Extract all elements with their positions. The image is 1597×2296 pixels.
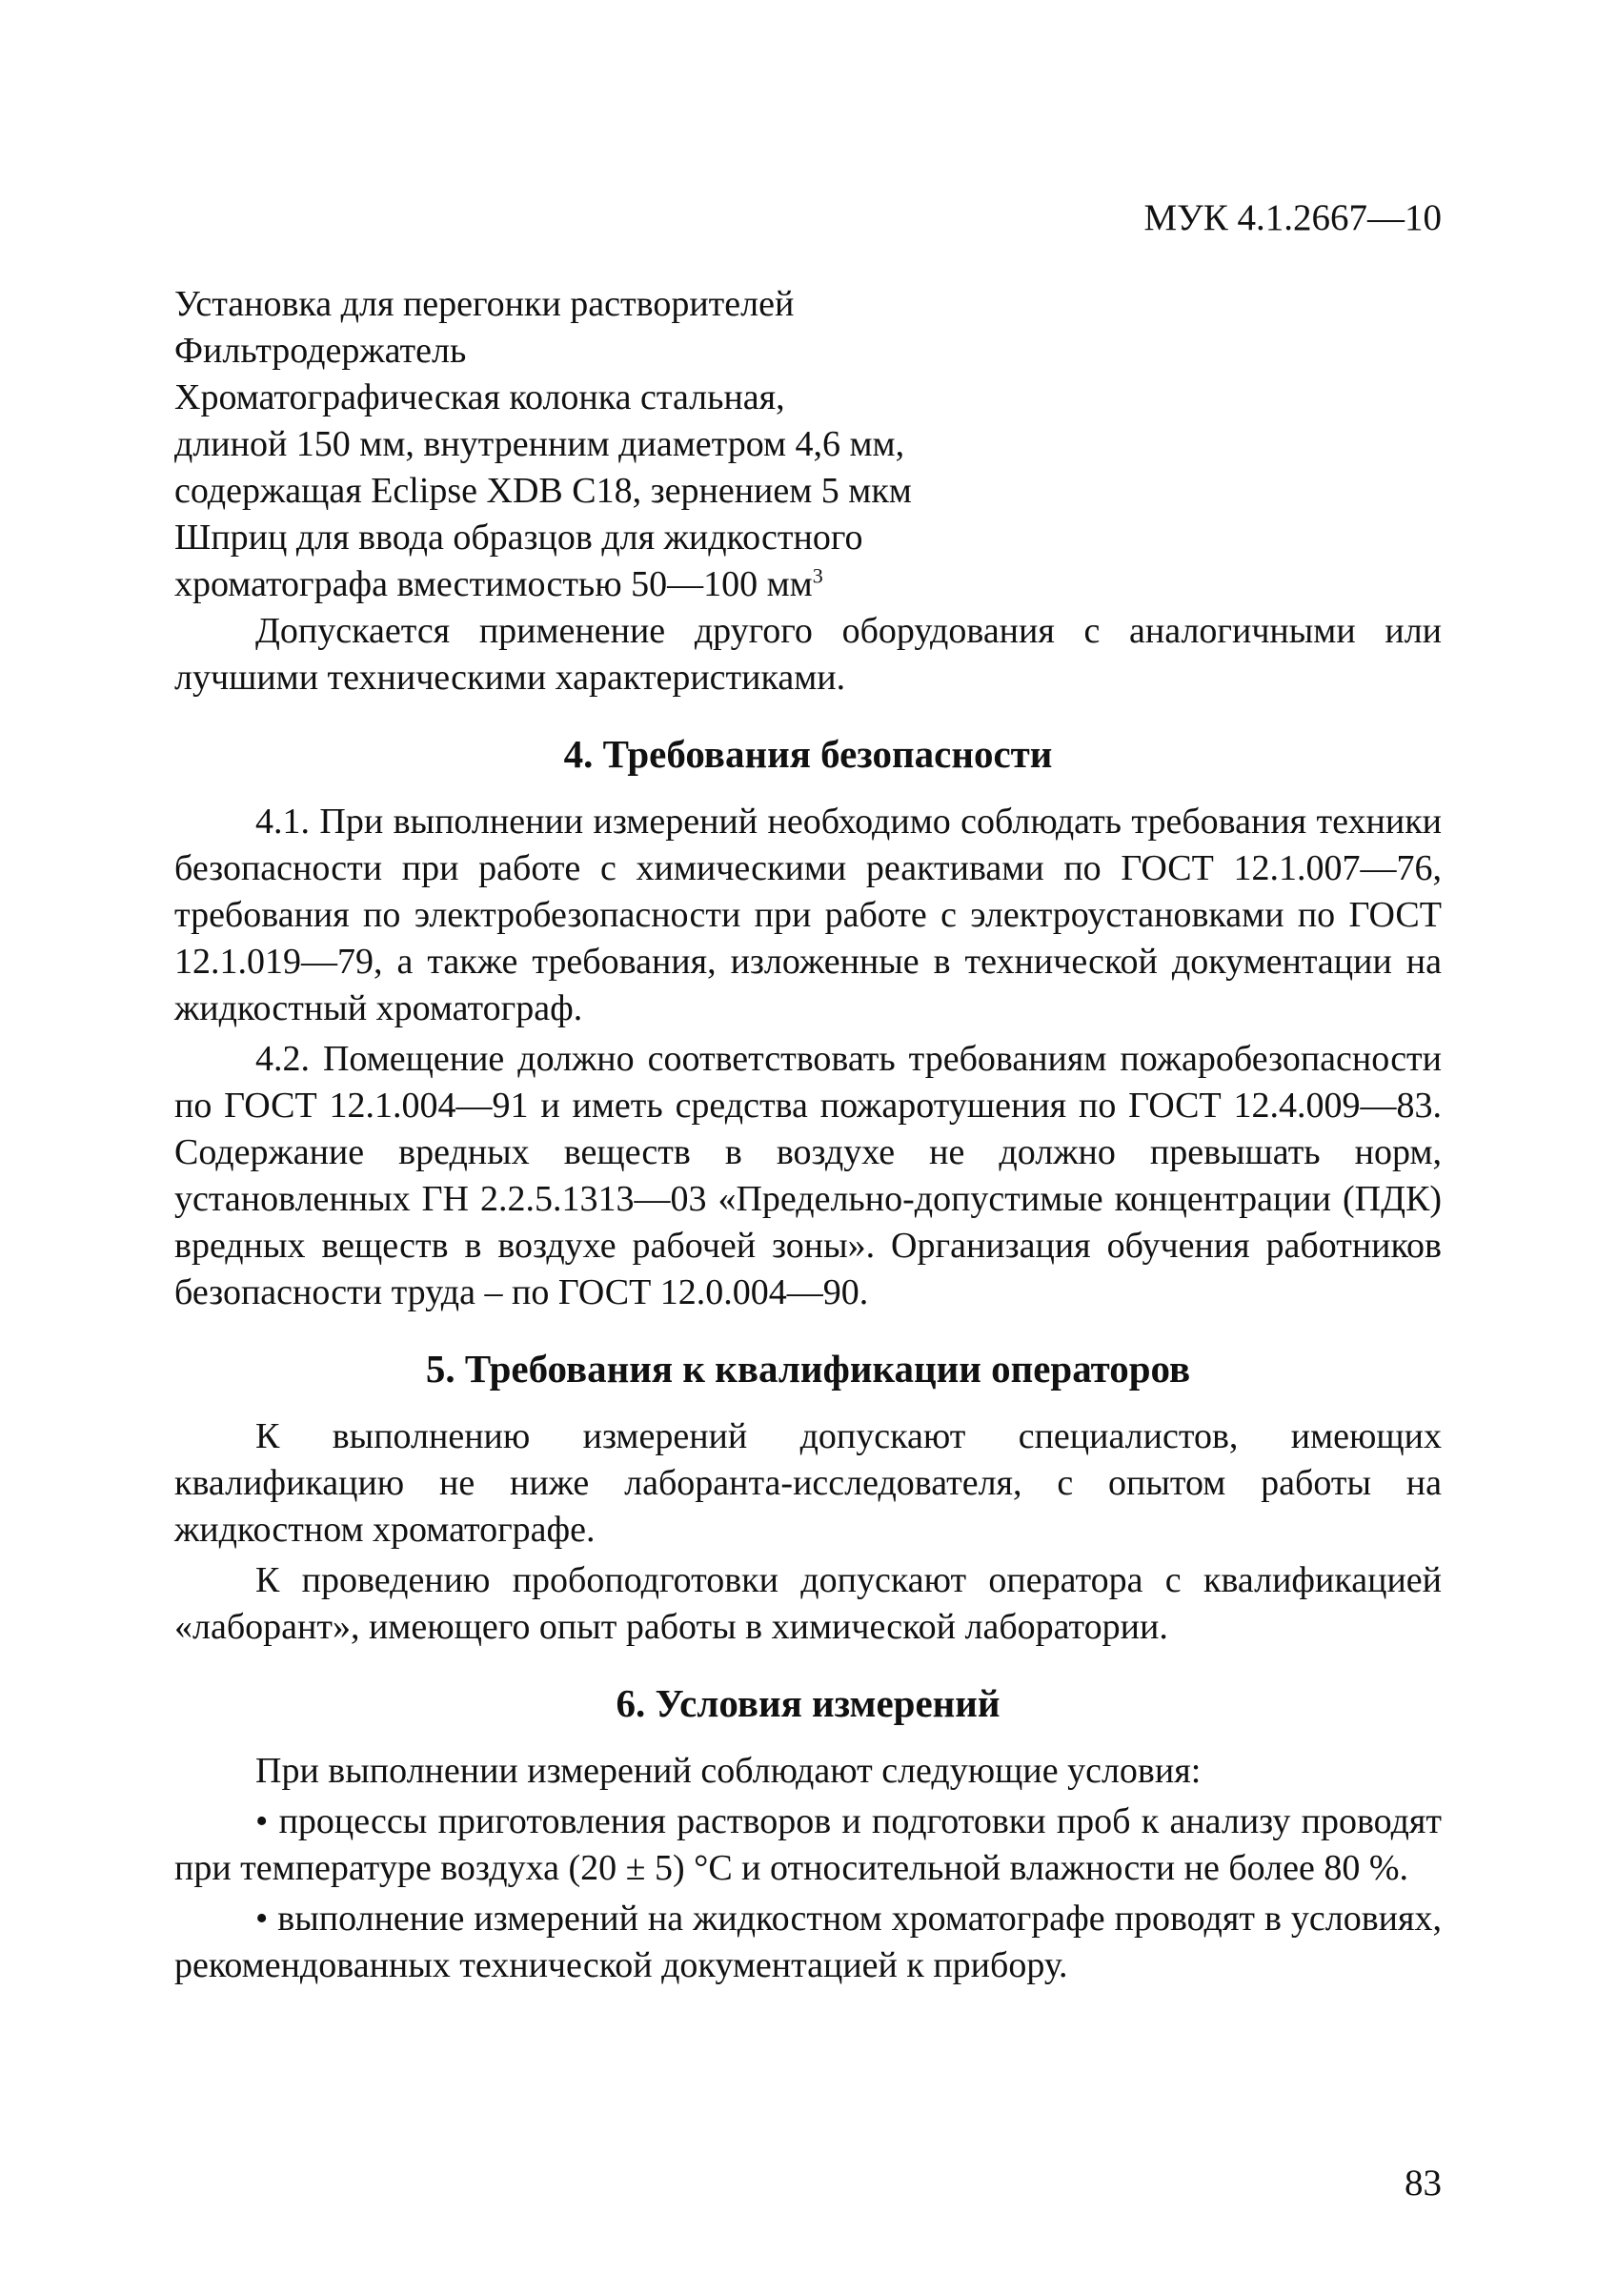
equipment-line: длиной 150 мм, внутренним диаметром 4,6 мм, xyxy=(174,424,905,464)
superscript: 3 xyxy=(812,563,823,588)
equipment-line: содержащая Eclipse XDB C18, зернением 5 мкм xyxy=(174,471,912,511)
section-6-intro: При выполнении измерений соблюдают следующие условия: xyxy=(255,1751,1202,1791)
section-5-paragraph-1: К выполнению измерений допускают специалистов, имеющих квалификацию не ниже лаборанта-исследователя, с опытом работы на жидкостном хроматографе. xyxy=(174,1416,1442,1550)
section-4-paragraph-1: 4.1. При выполнении измерений необходимо соблюдать требования техники безопасности при работе с химическими реактивами по ГОСТ 12.1.007—76, требования по электробезопасности при работе с электроустановками по ГОСТ 12.1.019—79, а также требования, изложенные в технической документации на жидкостный хроматограф. xyxy=(174,802,1442,1028)
document-code: МУК 4.1.2667—10 xyxy=(1143,197,1442,238)
document-page xyxy=(174,186,1442,2216)
equipment-note: Допускается применение другого оборудования с аналогичными или лучшими техническими характеристиками. xyxy=(174,611,1442,698)
equipment-line-last xyxy=(174,561,1442,608)
equipment-line: Фильтродержатель xyxy=(174,331,467,371)
section-6-bullet-2: • выполнение измерений на жидкостном хроматографе проводят в условиях, рекомендованных технической документацией к прибору. xyxy=(174,1899,1442,1985)
equipment-line: Установка для перегонки растворителей xyxy=(174,284,795,324)
section-6-title: 6. Условия измерений xyxy=(616,1681,1001,1725)
page-content xyxy=(174,281,1442,1989)
equipment-line-text: хроматографа вместимостью 50—100 мм xyxy=(174,564,813,604)
equipment-line: Хроматографическая колонка стальная, xyxy=(174,377,785,417)
page-number: 83 xyxy=(1405,2163,1442,2204)
equipment-line: Шприц для ввода образцов для жидкостного xyxy=(174,518,863,558)
section-5-title: 5. Требования к квалификации операторов xyxy=(425,1347,1191,1391)
section-5-paragraph-2: К проведению пробоподготовки допускают оператора с квалификацией «лаборант», имеющего опыт работы в химической лаборатории. xyxy=(174,1560,1442,1647)
section-4-title: 4. Требования безопасности xyxy=(563,732,1053,776)
section-6-bullet-1: • процессы приготовления растворов и подготовки проб к анализу проводят при температуре воздуха (20 ± 5) °С и относительной влажности не более 80 %. xyxy=(174,1801,1442,1888)
equipment-list xyxy=(174,281,1442,608)
section-4-paragraph-2: 4.2. Помещение должно соответствовать требованиям пожаробезопасности по ГОСТ 12.1.004—91 и иметь средства пожаротушения по ГОСТ 12.4.009—83. Содержание вредных веществ в воздухе не должно превышать норм, установленных ГН 2.2.5.1313—03 «Предельно-допустимые концентрации (ПДК) вредных веществ в воздухе рабочей зоны». Организация обучения работников безопасности труда – по ГОСТ 12.0.004—90. xyxy=(174,1039,1442,1312)
